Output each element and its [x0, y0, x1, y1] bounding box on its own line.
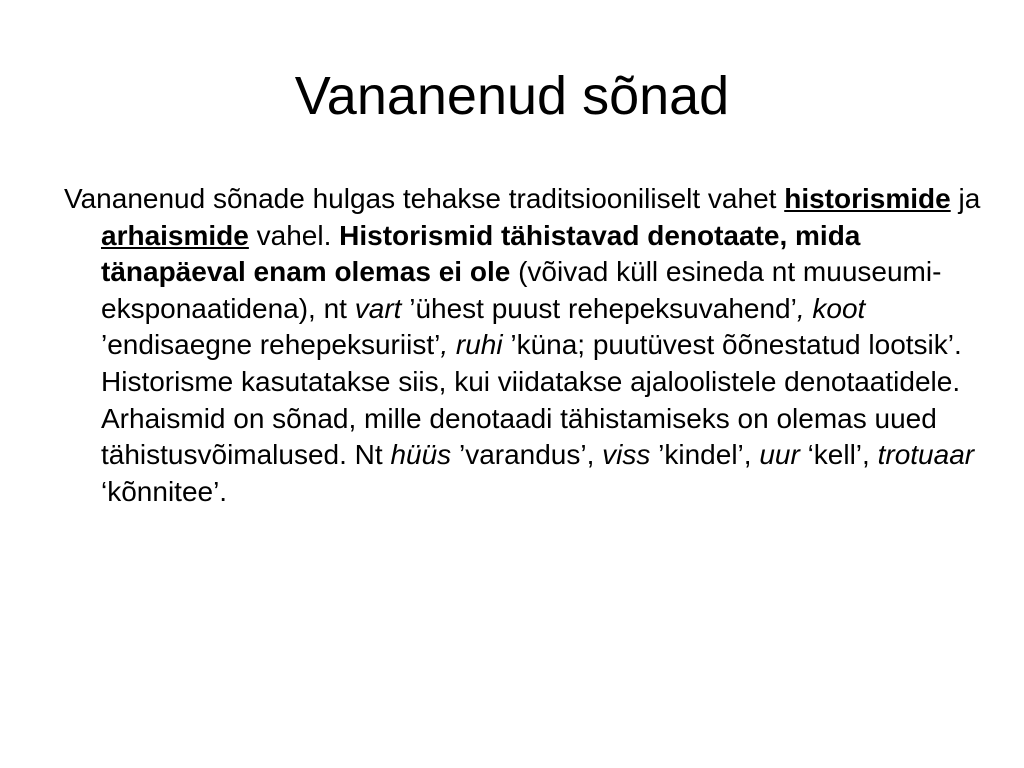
slide-body-paragraph	[64, 181, 1001, 510]
example-word-koot: , koot	[796, 292, 866, 324]
term-historismide: historismide	[784, 183, 951, 214]
example-gloss: ’endisaegne rehepeksuriist’	[101, 329, 441, 361]
example-word-viss: viss	[602, 439, 651, 471]
body-text: Vananenud sõnade hulgas tehakse traditsiooniliselt vahet	[64, 183, 785, 214]
example-word-ruhi: , ruhi	[440, 329, 503, 361]
example-word-uur: uur	[759, 439, 800, 471]
body-text: ’küna; puutüvest õõnestatud lootsik’. Historisme kasutatakse siis, kui viidatakse ajaloolistele denotaatidele. Arhaismid on sõnad, mille denotaadi tähistamiseks on olemas uued tähistusvõimalused. Nt	[101, 329, 962, 471]
example-word-huus: hüüs	[390, 439, 452, 471]
example-word-trotuaar: trotuaar	[877, 439, 975, 471]
body-text: vahel.	[248, 219, 340, 251]
body-text: ja	[950, 183, 981, 214]
term-arhaismide: arhaismide	[101, 219, 249, 251]
example-word-vart: vart	[354, 292, 402, 324]
example-gloss: ‘kell’,	[799, 439, 878, 471]
example-gloss: ’kindel’,	[650, 439, 760, 471]
example-gloss: ’varandus’,	[451, 439, 603, 471]
historismid-definition: Historismid tähistavad denotaate, mida tänapäeval enam olemas ei ole	[101, 219, 861, 288]
slide-title: Vananenud sõnad	[294, 66, 730, 126]
body-text: (võivad küll esineda nt muuseumi-eksponaatidena), nt	[101, 256, 942, 324]
example-gloss: ‘kõnnitee’.	[101, 475, 228, 507]
example-gloss: ’ühest puust rehepeksuvahend’	[401, 292, 797, 324]
